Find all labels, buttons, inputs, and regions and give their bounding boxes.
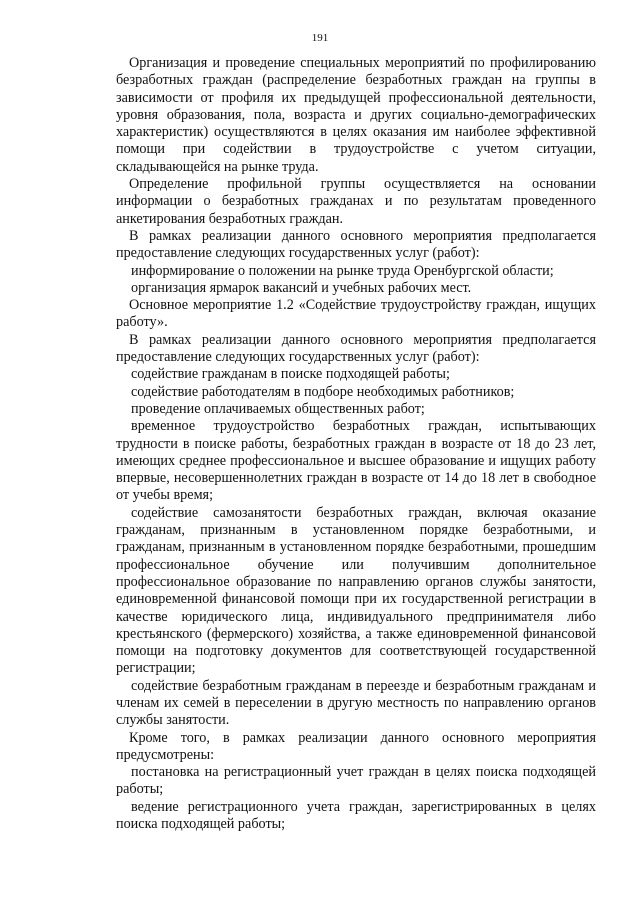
paragraph-services-intro-2: В рамках реализации данного основного мероприятия предполагается предоставление следующих государственных услуг (работ): — [116, 331, 596, 366]
list-item-employer-assistance: содействие работодателям в подборе необходимых работников; — [131, 383, 515, 400]
list-item-registration: постановка на регистрационный учет граждан в целях поиска подходящей работы; — [116, 764, 596, 798]
document-body — [116, 55, 596, 833]
page-number: 191 — [311, 32, 329, 44]
list-item-labor-market-info: информирование о положении на рынке труда Оренбургской области; — [131, 262, 554, 279]
list-item-temporary-employment: временное трудоустройство безработных граждан, испытывающих трудности в поиске работы, безработных граждан в возрасте от 18 до 23 лет, имеющих среднее профессиональное и высшее образование и ищущих работу впервые, несовершеннолетних граждан в возрасте от 14 до 18 лет в свободное от учебы время; — [116, 418, 596, 504]
paragraph-measure-1-2: Основное мероприятие 1.2 «Содействие трудоустройству граждан, ищущих работу». — [116, 297, 596, 331]
list-item-job-search: содействие гражданам в поиске подходящей работы; — [131, 366, 450, 383]
list-item-public-works: проведение оплачиваемых общественных работ; — [131, 400, 425, 417]
list-item-registration-records: ведение регистрационного учета граждан, зарегистрированных в целях поиска подходящей работы; — [116, 798, 596, 833]
list-item-job-fairs: организация ярмарок вакансий и учебных рабочих мест. — [131, 279, 472, 296]
paragraph-services-intro-1: В рамках реализации данного основного мероприятия предполагается предоставление следующих государственных услуг (работ): — [116, 227, 596, 262]
list-item-self-employment: содействие самозанятости безработных граждан, включая оказание гражданам, признанным в установленном порядке безработными, и гражданам, признанным в установленном порядке безработными, прошедшим профессиональное обучение или получившим дополнительное профессиональное образование по направлению органов службы занятости, единовременной финансовой помощи при их государственной регистрации в качестве юридического лица, индивидуального предпринимателя либо крестьянского (фермерского) хозяйства, а также единовременной финансовой помощи на подготовку документов для соответствующей государственной регистрации; — [116, 504, 596, 677]
paragraph-profile-group: Определение профильной группы осуществляется на основании информации о безработных гражданах и по результатам проведенного анкетирования безработных граждан. — [116, 176, 596, 227]
paragraph-additionally: Кроме того, в рамках реализации данного основного мероприятия предусмотрены: — [116, 729, 596, 763]
list-item-relocation: содействие безработным гражданам в переезде и безработным гражданам и членам их семей в переселении в другую местность по направлению органов службы занятости. — [116, 677, 596, 729]
paragraph-profiling: Организация и проведение специальных мероприятий по профилированию безработных граждан (распределение безработных граждан на группы в зависимости от профиля их предыдущей профессиональной деятельности, уровня образования, пола, возраста и других социально-демографических характеристик) осуществляются в целях оказания им наиболее эффективной помощи при содействии в трудоустройстве с учетом ситуации, складывающейся на рынке труда. — [116, 55, 596, 175]
